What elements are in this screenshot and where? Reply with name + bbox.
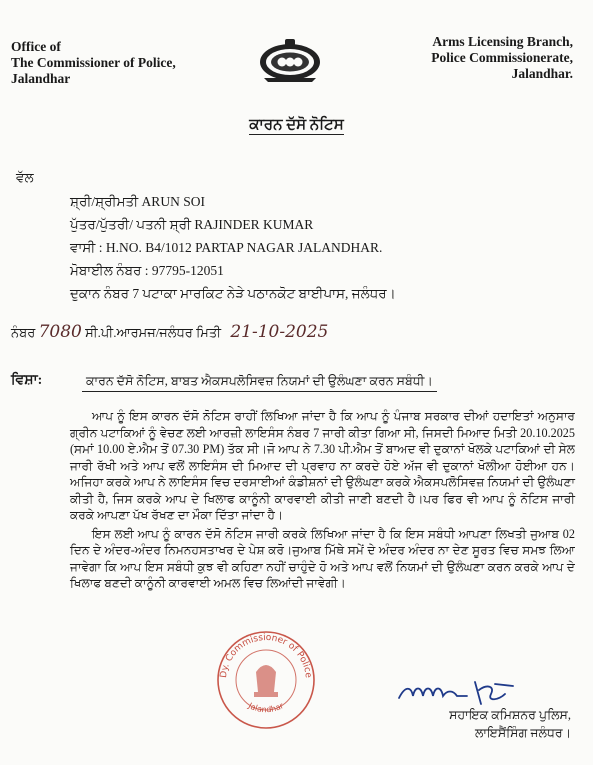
branch-line-3: Jalandhar.: [511, 66, 573, 81]
addressee-residence: ਵਾਸੀ : H.NO. B4/1012 PARTAP NAGAR JALANDHAR.: [70, 240, 383, 255]
reference-date: 21-10-2025: [230, 322, 329, 342]
addressee-to: ਵੱਲ: [16, 170, 34, 185]
office-line-1: Office of: [11, 39, 61, 54]
branch-header: [431, 34, 573, 82]
addressee-details: [70, 190, 396, 305]
signatory-office: ਲਾਇਸੈਂਸਿੰਗ ਜਲੰਧਰ।: [474, 726, 571, 740]
stamp-ring-text: Dy. Commissioner of Police: [218, 632, 314, 679]
stamp-bottom-text: Jalandhar: [246, 701, 286, 715]
signatory-block: [449, 706, 571, 742]
body-paragraph-2: ਇਸ ਲਈ ਆਪ ਨੂੰ ਕਾਰਨ ਦੱਸੋ ਨੋਟਿਸ ਜਾਰੀ ਕਰਕੇ ਲਿਖਿਆ ਜਾਂਦਾ ਹੈ ਕਿ ਇਸ ਸਬੰਧੀ ਆਪਣਾ ਲਿਖਤੀ ਜੁਆਬ 02 ਦਿਨ ਦੇ ਅੰਦਰ-ਅੰਦਰ ਨਿਮਨਹਸਤਾਖਰ ਦੇ ਪੇਸ਼ ਕਰੋ।ਜੁਆਬ ਮਿੱਥੇ ਸਮੇਂ ਦੇ ਅੰਦਰ ਅੰਦਰ ਨਾ ਦੇਣ ਸੂਰਤ ਵਿਚ ਸਮਝ ਲਿਆ ਜਾਵੇਗਾ ਕਿ ਆਪ ਇਸ ਸਬੰਧੀ ਕੁਝ ਵੀ ਕਹਿਣਾ ਨਹੀਂ ਚਾਹੁੰਦੇ ਹੋ ਅਤੇ ਆਪ ਵਲੋਂ ਨਿਯਮਾਂ ਦੀ ਉਲੰਘਣਾ ਕਰਨ ਕਰਕੇ ਆਪ ਦੇ ਖਿਲਾਫ ਬਣਦੀ ਕਾਨੂੰਨੀ ਕਾਰਵਾਈ ਅਮਲ ਵਿਚ ਲਿਆਂਦੀ ਜਾਵੇਗੀ।: [70, 526, 575, 590]
reference-middle: ਸੀ.ਪੀ.ਆਰਮਜ/ਜਲੰਧਰ ਮਿਤੀ: [85, 325, 222, 340]
reference-number: 7080: [38, 322, 82, 342]
addressee-mobile: ਮੋਬਾਈਲ ਨੰਬਰ : 97795-12051: [70, 263, 224, 278]
notice-body: [70, 408, 575, 592]
addressee-relation: ਪੁੱਤਰ/ਪੁੱਤਰੀ/ ਪਤਨੀ ਸ਼੍ਰੀ RAJINDER KUMAR: [70, 217, 314, 232]
svg-text:Jalandhar: [246, 701, 286, 715]
official-stamp-icon: [212, 620, 320, 732]
signatory-designation: ਸਹਾਇਕ ਕਮਿਸ਼ਨਰ ਪੁਲਿਸ,: [449, 708, 571, 722]
office-header: [11, 39, 176, 87]
signature-icon: [395, 676, 525, 710]
notice-title-text: ਕਾਰਨ ਦੱਸੋ ਨੋਟਿਸ: [249, 117, 344, 133]
subject-label: ਵਿਸ਼ਾ:: [11, 373, 43, 388]
office-line-3: Jalandhar: [11, 71, 71, 86]
addressee-name: ਸ਼੍ਰੀ/ਸ਼੍ਰੀਮਤੀ ARUN SOI: [70, 194, 205, 209]
office-line-2: The Commissioner of Police,: [11, 55, 176, 70]
subject-text: ਕਾਰਨ ਦੱਸੋ ਨੋਟਿਸ, ਬਾਬਤ ਐਕਸਪਲੋਸਿਵਜ਼ ਨਿਯਮਾਂ ਦੀ ਉਲੰਘਣਾ ਕਰਨ ਸਬੰਧੀ।: [82, 374, 437, 392]
police-emblem-icon: [258, 38, 322, 82]
branch-line-1: Arms Licensing Branch,: [432, 34, 573, 49]
notice-title: [0, 116, 593, 134]
reference-prefix: ਨੰਬਰ: [11, 325, 36, 340]
branch-line-2: Police Commissionerate,: [431, 50, 573, 65]
addressee-shop: ਦੁਕਾਨ ਨੰਬਰ 7 ਪਟਾਕਾ ਮਾਰਕਿਟ ਨੇੜੇ ਪਠਾਨਕੋਟ ਬਾਈਪਾਸ, ਜਲੰਧਰ।: [70, 286, 396, 301]
body-paragraph-1: ਆਪ ਨੂੰ ਇਸ ਕਾਰਨ ਦੱਸੋ ਨੋਟਿਸ ਰਾਹੀਂ ਲਿਖਿਆ ਜਾਂਦਾ ਹੈ ਕਿ ਆਪ ਨੂੰ ਪੰਜਾਬ ਸਰਕਾਰ ਦੀਆਂ ਹਦਾਇਤਾਂ ਅਨੁਸਾਰ ਗ੍ਰੀਨ ਪਟਾਕਿਆਂ ਨੂੰ ਵੇਚਣ ਲਈ ਆਰਜ਼ੀ ਲਾਇਸੰਸ ਨੰਬਰ 7 ਜਾਰੀ ਕੀਤਾ ਗਿਆ ਸੀ, ਜਿਸਦੀ ਮਿਆਦ ਮਿਤੀ 20.10.2025 (ਸਮਾਂ 10.00 ਏ.ਐਮ ਤੋਂ 07.30 PM) ਤੱਕ ਸੀ।ਜੋ ਆਪ ਨੇ 7.30 ਪੀ.ਐਮ ਤੋਂ ਬਾਅਦ ਵੀ ਦੁਕਾਨਾਂ ਖੋਲਕੇ ਪਟਾਕਿਆਂ ਦੀ ਸੇਲ ਜਾਰੀ ਰੱਖੀ ਅਤੇ ਆਪ ਵਲੋਂ ਲਾਇਸੰਸ ਦੀ ਮਿਆਦ ਦੀ ਪ੍ਰਵਾਹ ਨਾ ਕਰਦੇ ਹੋਏ ਅੱਜ ਵੀ ਦੁਕਾਨਾਂ ਖੋਲੀਆ ਹੋਈਆ ਹਨ। ਅਜਿਹਾ ਕਰਕੇ ਆਪ ਨੇ ਲਾਇਸੰਸ ਵਿਚ ਦਰਸਾਈਆਂ ਕੰਡੀਸ਼ਨਾਂ ਦੀ ਉਲੰਘਣਾ ਕਰਕੇ ਐਕਸਪਲੋਸਿਵਜ਼ ਨਿਯਮਾਂ ਦੀ ਉਲੰਘਣਾ ਕੀਤੀ ਹੈ, ਜਿਸ ਕਰਕੇ ਆਪ ਦੇ ਖਿਲਾਫ ਕਾਨੂੰਨੀ ਕਾਰਵਾਈ ਕੀਤੀ ਜਾਣੀ ਬਣਦੀ ਹੈ।ਪਰ ਫਿਰ ਵੀ ਆਪ ਨੂੰ ਨੋਟਿਸ ਜਾਰੀ ਕਰਕੇ ਆਪਣਾ ਪੱਖ ਰੱਖਣ ਦਾ ਮੌਕਾ ਦਿੱਤਾ ਜਾਂਦਾ ਹੈ।: [70, 409, 575, 522]
reference-line: [11, 322, 328, 342]
